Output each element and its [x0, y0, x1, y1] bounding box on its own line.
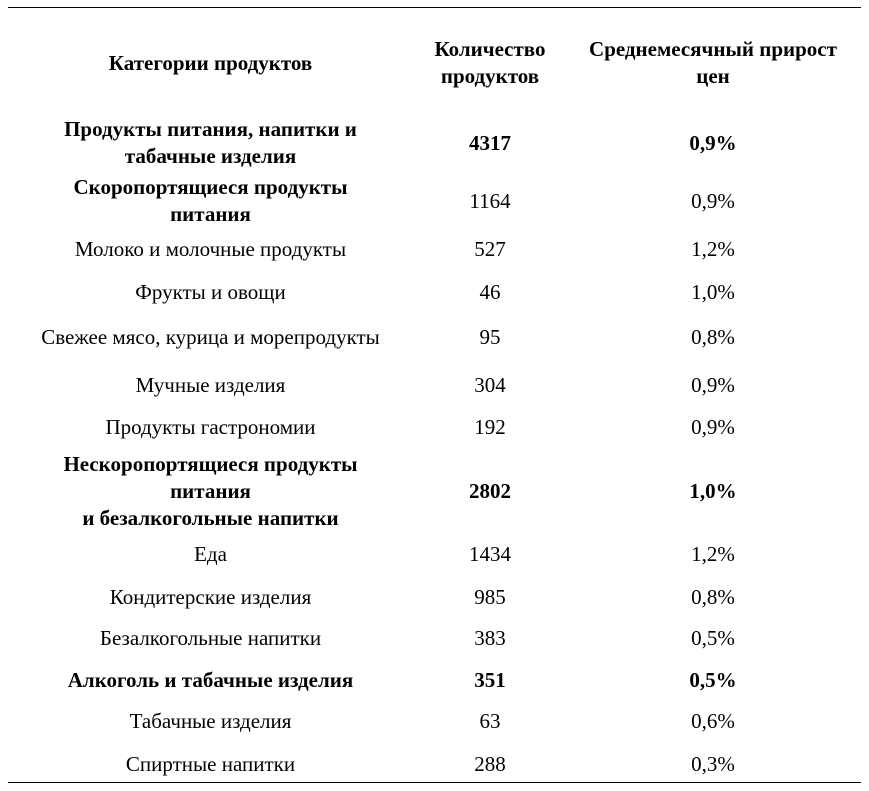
- row-11-quantity: 351: [474, 667, 506, 692]
- row-8-category: Еда: [194, 541, 227, 566]
- row-2-quantity: 527: [474, 236, 506, 261]
- row-3-growth: 1,0%: [691, 279, 735, 304]
- row-13-category: Спиртные напитки: [125, 751, 296, 776]
- row-12-growth: 0,6%: [691, 708, 735, 733]
- row-3-category: Фрукты и овощи: [135, 279, 286, 304]
- row-3-quantity: 46: [479, 279, 501, 304]
- row-5-quantity: 304: [474, 372, 506, 397]
- row-10-category: Безалкогольные напитки: [99, 625, 322, 650]
- row-8-growth: 1,2%: [691, 541, 735, 566]
- row-6-quantity: 192: [474, 414, 506, 439]
- row-5-category: Мучные изделия: [135, 372, 286, 397]
- row-9-category: Кондитерские изделия: [109, 584, 312, 609]
- row-9-quantity: 985: [474, 584, 506, 609]
- row-1-quantity: 1164: [469, 188, 511, 213]
- row-12-quantity: 63: [479, 708, 501, 733]
- row-6-category: Продукты гастрономии: [105, 414, 316, 439]
- table-bottom-rule: [8, 782, 861, 783]
- row-6-growth: 0,9%: [691, 414, 735, 439]
- row-7-quantity: 2802: [469, 478, 511, 503]
- row-7-category: Нескоропортящиеся продукты питания и безалкогольные напитки: [63, 451, 358, 530]
- row-2-category: Молоко и молочные продукты: [74, 236, 347, 261]
- row-11-category: Алкоголь и табачные изделия: [67, 667, 354, 692]
- header-quantity: Количество продуктов: [434, 37, 546, 88]
- row-0-quantity: 4317: [469, 130, 511, 155]
- row-10-growth: 0,5%: [691, 625, 735, 650]
- row-1-growth: 0,9%: [691, 188, 735, 213]
- row-9-growth: 0,8%: [691, 584, 735, 609]
- row-4-quantity: 95: [479, 324, 501, 349]
- row-13-growth: 0,3%: [691, 751, 735, 776]
- row-8-quantity: 1434: [469, 541, 511, 566]
- row-0-growth: 0,9%: [689, 130, 737, 155]
- row-13-quantity: 288: [474, 751, 506, 776]
- row-2-growth: 1,2%: [691, 236, 735, 261]
- row-10-quantity: 383: [474, 625, 506, 650]
- row-4-growth: 0,8%: [691, 324, 735, 349]
- header-growth: Среднемесячный прирост цен: [589, 37, 837, 88]
- row-5-growth: 0,9%: [691, 372, 735, 397]
- row-0-category: Продукты питания, напитки и табачные изделия: [64, 117, 357, 168]
- row-7-growth: 1,0%: [689, 478, 737, 503]
- table-top-rule: [8, 7, 861, 8]
- row-4-category: Свежее мясо, курица и морепродукты: [41, 324, 380, 349]
- header-category: Категории продуктов: [108, 50, 313, 75]
- row-1-category: Скоропортящиеся продукты питания: [73, 175, 348, 226]
- row-12-category: Табачные изделия: [129, 708, 292, 733]
- row-11-growth: 0,5%: [689, 667, 737, 692]
